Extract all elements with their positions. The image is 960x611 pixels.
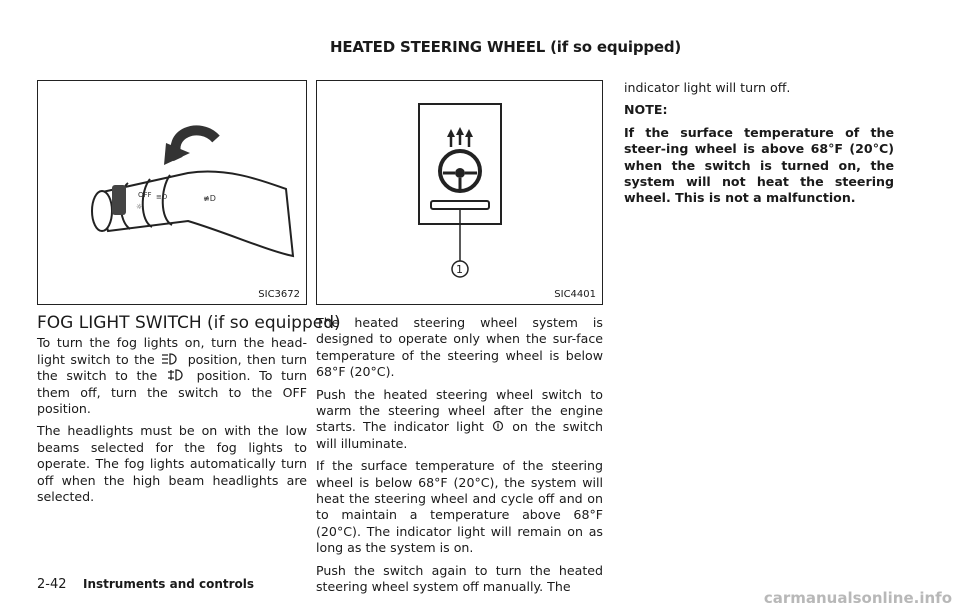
fog-p1-part-b: position, then turn the switch to the [37, 351, 307, 384]
headlight-on-icon [160, 353, 182, 365]
fog-light-stalk-illustration [38, 81, 306, 304]
svg-text:≢D: ≢D [203, 194, 216, 203]
svg-text:☼: ☼ [136, 203, 143, 211]
page-number: 2-42 [37, 577, 67, 592]
rotation-arrow-icon [164, 130, 216, 165]
callout-number: 1 [456, 263, 463, 276]
fog-light-switch-figure [37, 80, 307, 305]
note-body: If the surface temperature of the steer-ing wheel is above 68°F (20°C) when the switch is turned on, the system will not heat the steering wheel. This is not a malfunction. [624, 124, 894, 206]
note-label: NOTE: [624, 102, 668, 118]
fog-light-column [37, 313, 341, 511]
svg-text:≡D: ≡D [156, 193, 168, 201]
indicator-light-icon [491, 420, 505, 432]
fog-p1-part-c: position. To turn them off, turn the switch to the OFF position. [37, 368, 307, 417]
fog-light-icon [166, 369, 188, 381]
fog-light-paragraph-1 [37, 335, 307, 417]
heated-wheel-switch-figure [316, 80, 603, 305]
heated-paragraph-3: If the surface temperature of the steering wheel is below 68°F (20°C), the system will heat the steering wheel and cycle off and on to maintain a temperature above 68°F (20°C). The indicator light will remain on as long as the system is on. [316, 458, 603, 556]
fog-light-paragraph-2: The headlights must be on with the low beams selected for the fog lights to operate. The fog lights automatically turn off when the high beam headlights are selected. [37, 423, 307, 505]
chapter-title: Instruments and controls [83, 577, 255, 591]
heated-paragraph-2 [316, 387, 603, 453]
heated-paragraph-4: Push the switch again to turn the heated steering wheel system off manually. The [316, 562, 603, 595]
heated-p2-part-b: on the switch will illuminate. [316, 419, 603, 451]
fog-p1-part-a: To turn the fog lights on, turn the head-light switch to the [37, 335, 307, 367]
note-column [624, 80, 894, 213]
heated-paragraph-1: The heated steering wheel system is designed to operate only when the sur-face temperature of the steering wheel is below 68°F (20°C). [316, 315, 603, 380]
watermark: carmanualsonline.info [763, 589, 952, 607]
fog-light-heading: FOG LIGHT SWITCH (if so equipped) [37, 313, 341, 333]
figure-label: SIC3672 [258, 289, 300, 300]
figure-label: SIC4401 [554, 289, 596, 300]
heated-wheel-column [316, 315, 603, 602]
heated-p2-part-a: Push the heated steering wheel switch to warm the steering wheel after the engine starts. The indicator light [316, 386, 603, 435]
section-heading: HEATED STEERING WHEEL (if so equipped) [330, 38, 682, 56]
svg-text:OFF: OFF [138, 191, 152, 199]
heated-wheel-switch-illustration [317, 81, 602, 304]
heated-paragraph-4-continued: indicator light will turn off. [624, 80, 791, 95]
